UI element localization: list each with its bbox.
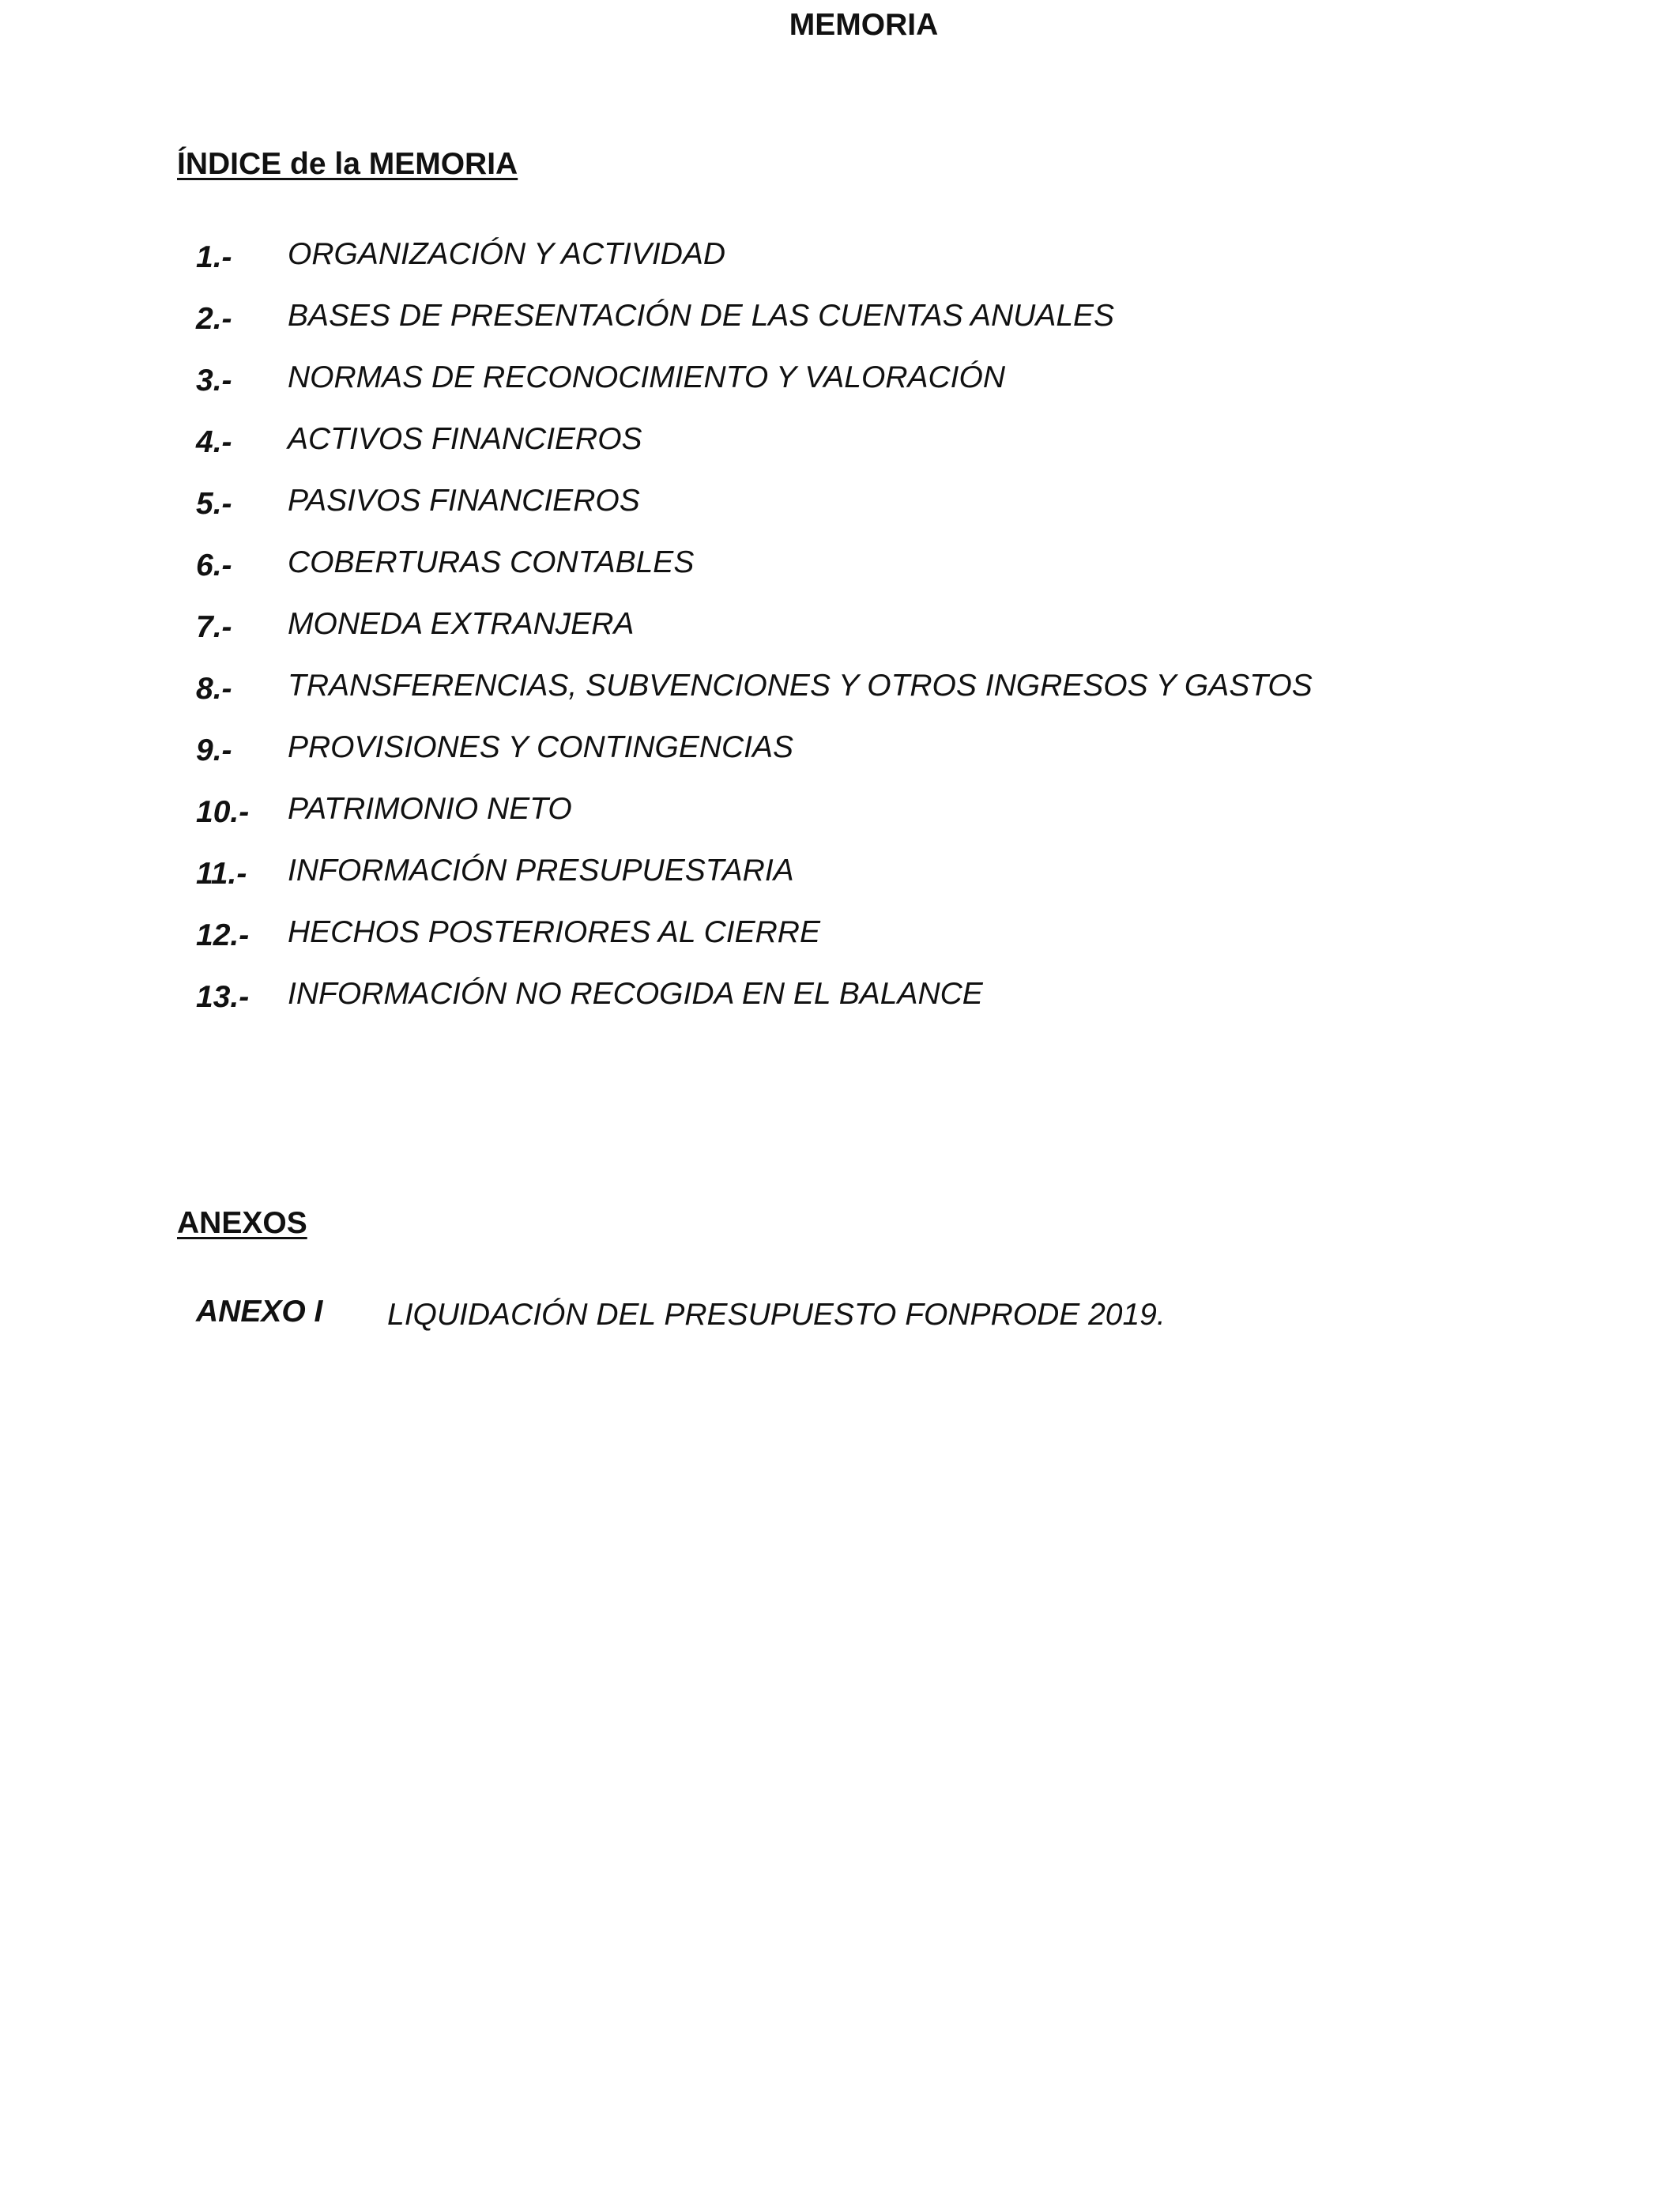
index-heading: ÍNDICE de la MEMORIA xyxy=(177,147,518,181)
toc-item-label: PATRIMONIO NETO xyxy=(288,792,572,826)
toc-item-number: 10.- xyxy=(196,795,250,829)
toc-item-label: PASIVOS FINANCIEROS xyxy=(288,484,640,518)
toc-item-number: 12.- xyxy=(196,918,250,952)
toc-item-number: 8.- xyxy=(196,672,232,706)
toc-item-number: 2.- xyxy=(196,302,232,336)
toc-item-label: BASES DE PRESENTACIÓN DE LAS CUENTAS ANUALES xyxy=(288,299,1115,333)
toc-item-number: 4.- xyxy=(196,425,232,459)
toc-item-number: 11.- xyxy=(196,857,247,891)
toc-item-label: ACTIVOS FINANCIEROS xyxy=(288,422,642,456)
toc-item-number: 1.- xyxy=(196,240,232,274)
toc-item-number: 3.- xyxy=(196,364,232,398)
document-title: MEMORIA xyxy=(789,8,939,42)
toc-item-label: PROVISIONES Y CONTINGENCIAS xyxy=(288,730,794,764)
toc-item-label: NORMAS DE RECONOCIMIENTO Y VALORACIÓN xyxy=(288,360,1006,394)
toc-item-label: INFORMACIÓN PRESUPUESTARIA xyxy=(288,854,794,888)
toc-item-number: 9.- xyxy=(196,733,232,767)
toc-item-label: ORGANIZACIÓN Y ACTIVIDAD xyxy=(288,237,726,271)
toc-item-label: COBERTURAS CONTABLES xyxy=(288,545,695,579)
toc-item-number: 6.- xyxy=(196,548,232,582)
annexes-heading: ANEXOS xyxy=(177,1206,307,1240)
toc-item-label: HECHOS POSTERIORES AL CIERRE xyxy=(288,915,820,949)
annex-id: ANEXO I xyxy=(196,1295,323,1329)
toc-item-number: 13.- xyxy=(196,980,250,1014)
annex-description: LIQUIDACIÓN DEL PRESUPUESTO FONPRODE 2019. xyxy=(387,1298,1166,1332)
toc-item-number: 7.- xyxy=(196,610,232,644)
toc-item-number: 5.- xyxy=(196,487,232,521)
toc-item-label: MONEDA EXTRANJERA xyxy=(288,607,635,641)
toc-item-label: INFORMACIÓN NO RECOGIDA EN EL BALANCE xyxy=(288,977,983,1011)
toc-item-label: TRANSFERENCIAS, SUBVENCIONES Y OTROS INGRESOS Y GASTOS xyxy=(288,669,1313,703)
